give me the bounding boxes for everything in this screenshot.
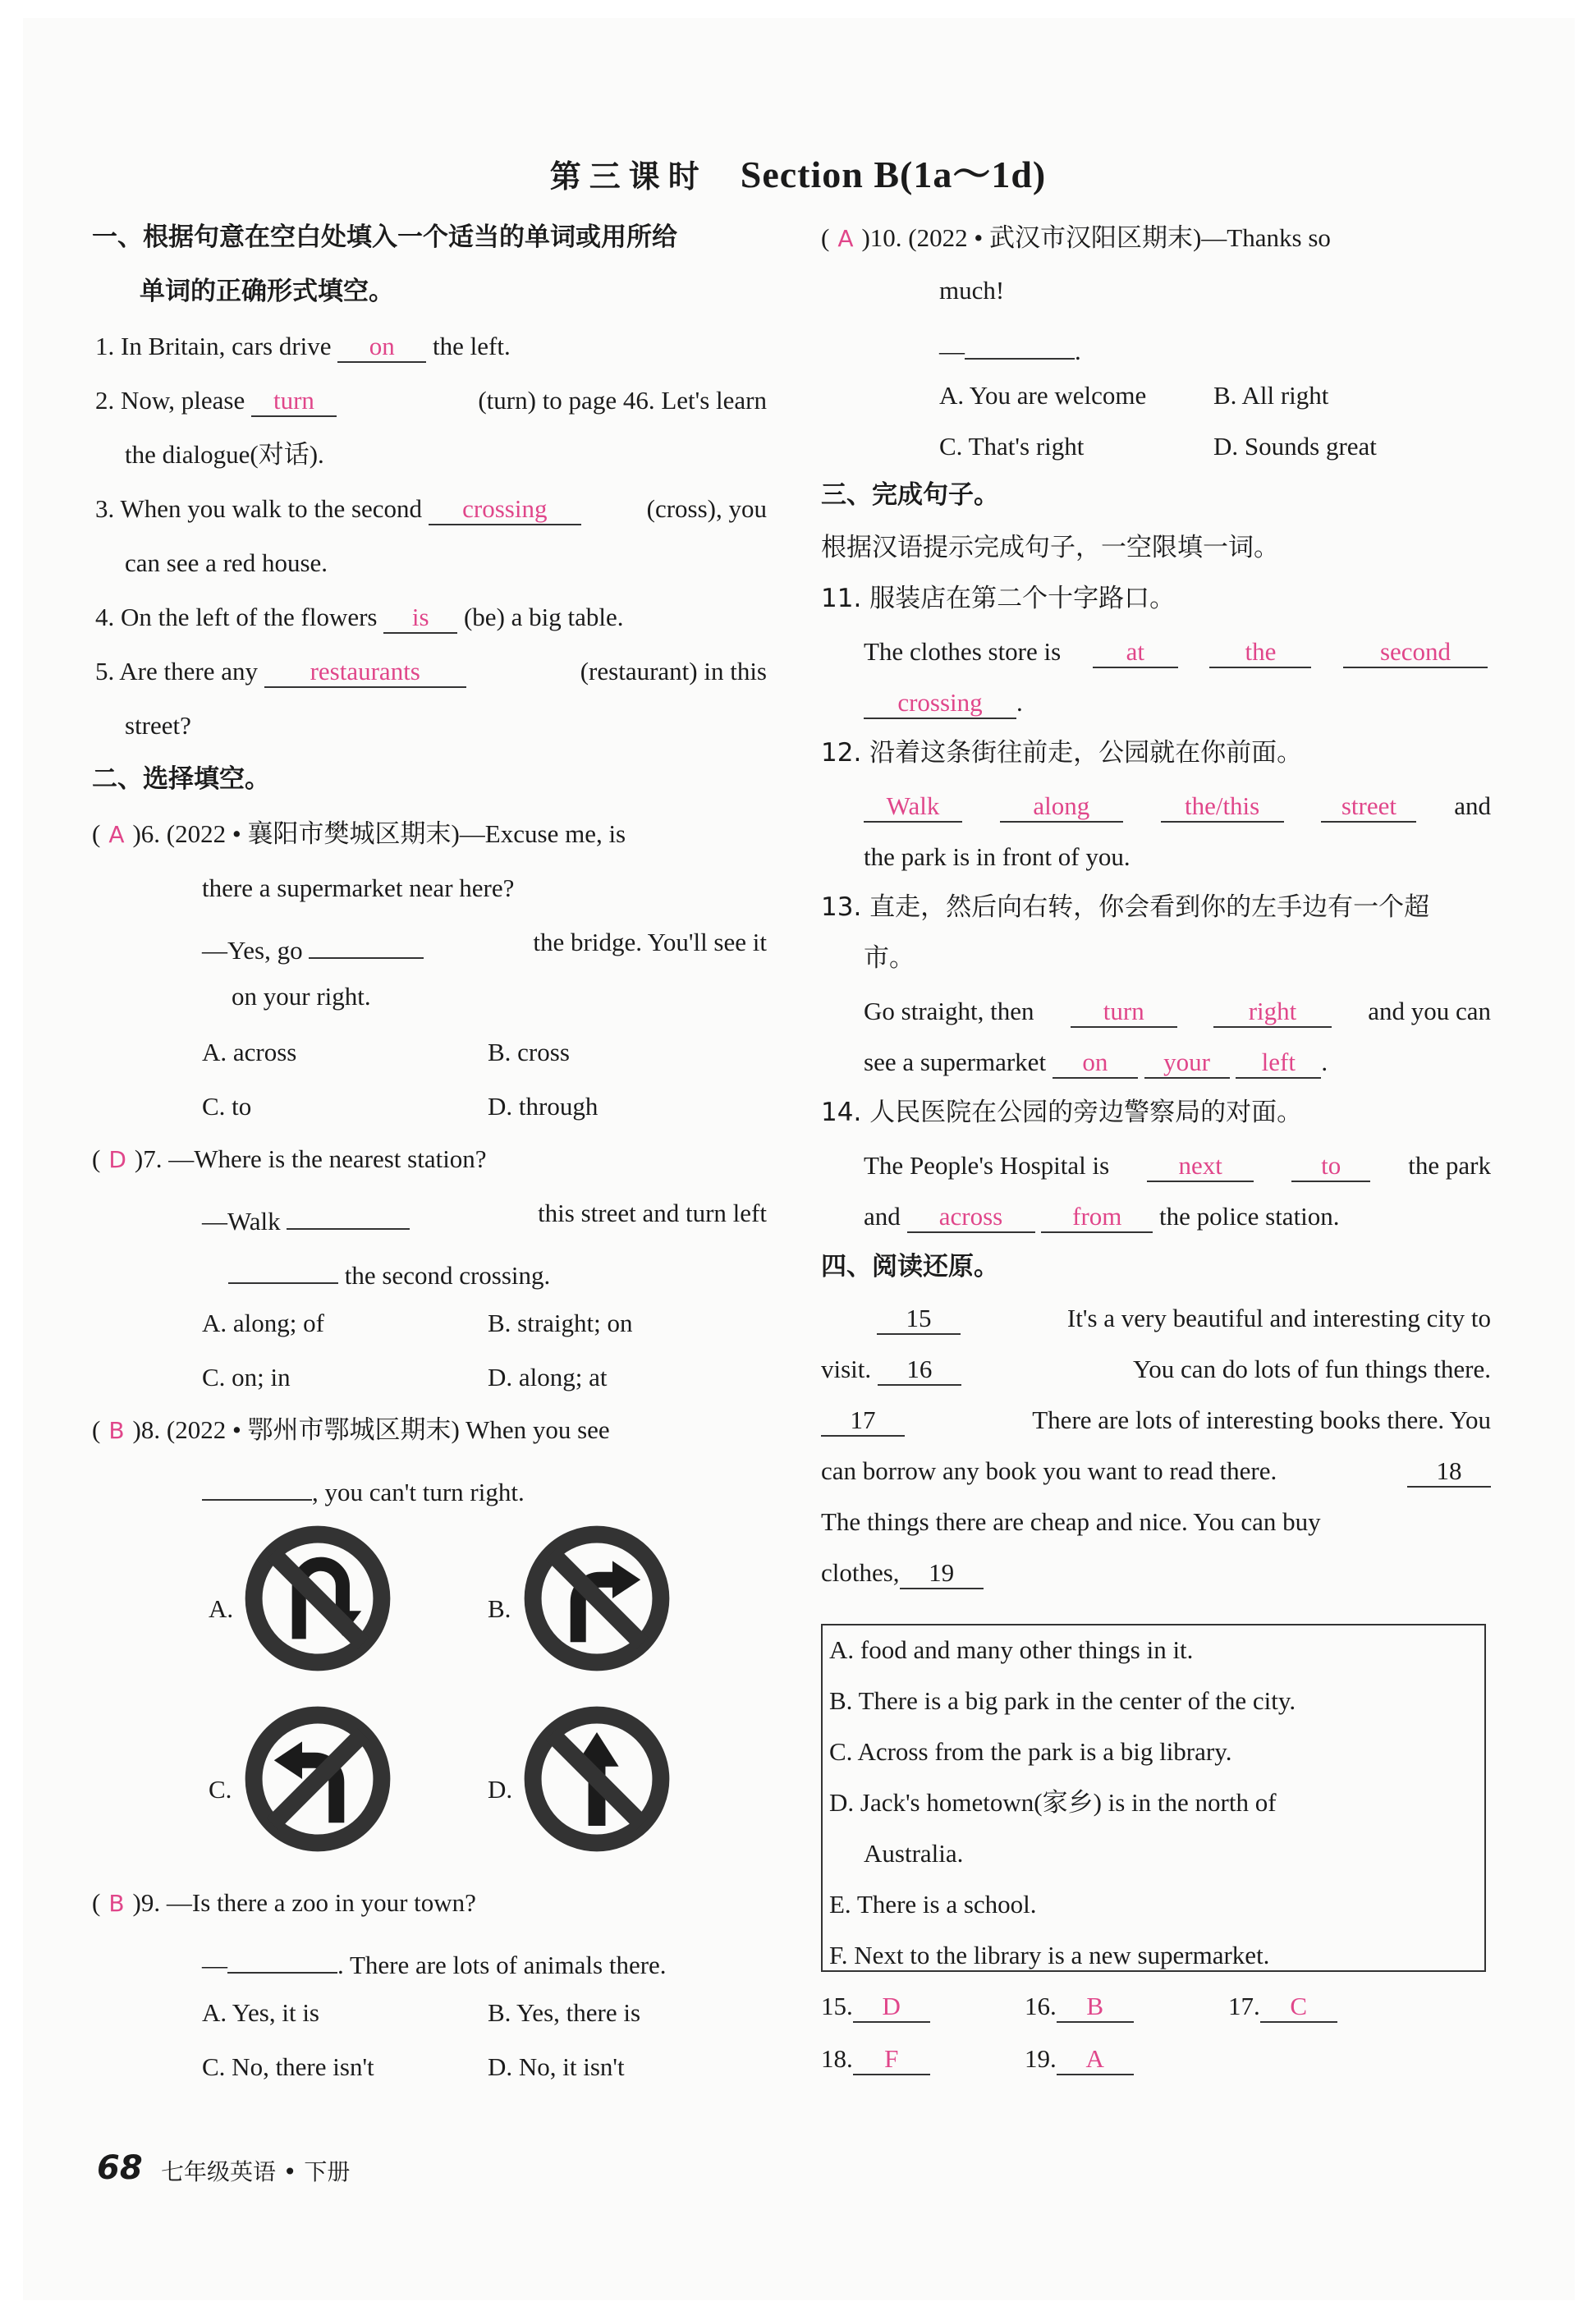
part4-heading: 四、阅读还原。 bbox=[821, 1252, 999, 1282]
option-d: D. Jack's hometown(家乡) is in the north of bbox=[829, 1788, 1277, 1817]
q13-cn: 13. 直走，然后向右转，你会看到你的左手边有一个超 bbox=[821, 892, 1430, 922]
q6-option-a: A. across bbox=[202, 1038, 297, 1066]
q12-cn: 12. 沿着这条街往前走，公园就在你前面。 bbox=[821, 738, 1303, 768]
answer-17: 17. C bbox=[1228, 1993, 1337, 2023]
q14-cn: 14. 人民医院在公园的旁边警察局的对面。 bbox=[821, 1098, 1303, 1127]
q10-line2: much! bbox=[939, 276, 1005, 305]
q11-blank-2: the bbox=[1209, 639, 1311, 668]
q6-option-c: C. to bbox=[202, 1092, 252, 1121]
q13-en: Go straight, then turn right and you can bbox=[864, 998, 1491, 1028]
q11-blank-1: at bbox=[1093, 639, 1178, 668]
passage-line-1: 15 It's a very beautiful and interesting city to bbox=[877, 1305, 1491, 1335]
q3: 3. When you walk to the second crossing (cross), you bbox=[95, 496, 767, 525]
q11-en-cont: crossing . bbox=[864, 690, 1023, 719]
q13-blank-5: left bbox=[1236, 1049, 1321, 1079]
no-u-turn-icon bbox=[240, 1520, 396, 1676]
q5: 5. Are there any restaurants (restaurant) in this bbox=[95, 658, 767, 688]
no-right-turn-icon bbox=[519, 1520, 675, 1676]
q7-option-b: B. straight; on bbox=[488, 1309, 633, 1337]
q2-cont: the dialogue(对话). bbox=[125, 440, 324, 469]
q10: ( A )10. (2022 • 武汉市汉阳区期末)—Thanks so bbox=[821, 223, 1331, 252]
passage-line-2: visit. 16 You can do lots of fun things there. bbox=[821, 1356, 1491, 1386]
q13-en-cont: see a supermarket on your left . bbox=[864, 1049, 1328, 1079]
answer-18: 18. F bbox=[821, 2046, 930, 2075]
no-left-turn-icon bbox=[240, 1701, 396, 1857]
q10-option-b: B. All right bbox=[1213, 381, 1329, 410]
q6-line3: —Yes, go the bridge. You'll see it bbox=[202, 928, 767, 965]
q6-option-b: B. cross bbox=[488, 1038, 570, 1066]
q7-option-d: D. along; at bbox=[488, 1363, 608, 1392]
page-number: 68 bbox=[97, 2149, 143, 2187]
q14-blank-2: to bbox=[1291, 1153, 1370, 1182]
q8-answer: B bbox=[108, 1417, 125, 1444]
answer-19: 19. A bbox=[1025, 2046, 1134, 2075]
q6-answer: A bbox=[108, 821, 125, 848]
q3-answer: crossing bbox=[429, 496, 581, 525]
q6-line4: on your right. bbox=[232, 982, 371, 1011]
q2-answer: turn bbox=[251, 387, 337, 417]
section-label: Section B(1a～1d) bbox=[740, 154, 1047, 195]
q10-answer: A bbox=[837, 225, 854, 252]
option-e: E. There is a school. bbox=[829, 1890, 1037, 1919]
q11-en: The clothes store is at the second bbox=[864, 639, 1488, 668]
q8-line2: , you can't turn right. bbox=[202, 1471, 525, 1505]
q7-line3: the second crossing. bbox=[228, 1254, 550, 1288]
part3-instruction: 根据汉语提示完成句子，一空限填一词。 bbox=[821, 533, 1279, 562]
q12-blank-1: Walk bbox=[864, 793, 962, 823]
q11-blank-3: second bbox=[1343, 639, 1488, 668]
lesson-label: 第三课时 bbox=[549, 158, 708, 195]
q13-cn-cont: 市。 bbox=[864, 943, 915, 973]
q11-blank-4: crossing bbox=[864, 690, 1016, 719]
q9-option-d: D. No, it isn't bbox=[488, 2052, 625, 2081]
q12-blank-3: the/this bbox=[1161, 793, 1284, 823]
q1-answer: on bbox=[337, 333, 426, 363]
q1: 1. In Britain, cars drive on the left. bbox=[95, 333, 511, 363]
q2: 2. Now, please turn (turn) to page 46. Let's learn bbox=[95, 387, 767, 417]
q12-en-cont: the park is in front of you. bbox=[864, 842, 1130, 871]
part2-heading: 二、选择填空。 bbox=[92, 764, 270, 794]
passage-line-4: can borrow any book you want to read there. 18 bbox=[821, 1458, 1491, 1488]
q6: ( A )6. (2022 • 襄阳市樊城区期末)—Excuse me, is bbox=[92, 819, 626, 848]
part1-heading-cont: 单词的正确形式填空。 bbox=[140, 277, 394, 306]
option-a: A. food and many other things in it. bbox=[829, 1635, 1194, 1664]
q6-line2: there a supermarket near here? bbox=[202, 873, 515, 902]
q14-blank-3: across bbox=[907, 1204, 1035, 1233]
q4-answer: is bbox=[383, 604, 457, 634]
q12-blank-2: along bbox=[1000, 793, 1123, 823]
q7: ( D )7. —Where is the nearest station? bbox=[92, 1144, 487, 1173]
q14-en-cont: and across from the police station. bbox=[864, 1204, 1340, 1233]
book-title: 七年级英语 • 下册 bbox=[161, 2158, 351, 2185]
sign-a-label: A. bbox=[209, 1594, 234, 1623]
q7-answer: D bbox=[108, 1146, 126, 1173]
q14-blank-4: from bbox=[1041, 1204, 1153, 1233]
q12-blank-4: street bbox=[1321, 793, 1416, 823]
part3-heading: 三、完成句子。 bbox=[821, 480, 999, 510]
q7-option-c: C. on; in bbox=[202, 1363, 291, 1392]
options-box bbox=[821, 1624, 1486, 1972]
sign-c-label: C. bbox=[209, 1775, 232, 1804]
q13-blank-3: on bbox=[1053, 1049, 1138, 1079]
q14-blank-1: next bbox=[1147, 1153, 1254, 1182]
answer-15: 15. D bbox=[821, 1993, 930, 2023]
q12-en: Walk along the/this street and bbox=[864, 793, 1491, 823]
option-d-cont: Australia. bbox=[864, 1839, 964, 1868]
q6-option-d: D. through bbox=[488, 1092, 598, 1121]
q13-blank-2: right bbox=[1213, 998, 1332, 1028]
q10-option-a: A. You are welcome bbox=[939, 381, 1147, 410]
q13-blank-1: turn bbox=[1071, 998, 1177, 1028]
q13-blank-4: your bbox=[1144, 1049, 1230, 1079]
answer-16: 16. B bbox=[1025, 1993, 1134, 2023]
option-f: F. Next to the library is a new supermarket. bbox=[829, 1941, 1270, 1969]
passage-line-6: clothes, 19 bbox=[821, 1560, 984, 1589]
q10-line3: — . bbox=[939, 330, 1081, 364]
passage-line-3: 17 There are lots of interesting books there. You bbox=[821, 1407, 1491, 1437]
q5-answer: restaurants bbox=[264, 658, 466, 688]
q8: ( B )8. (2022 • 鄂州市鄂城区期末) When you see bbox=[92, 1415, 610, 1444]
sign-d-label: D. bbox=[488, 1775, 513, 1804]
passage-line-5: The things there are cheap and nice. You can buy bbox=[821, 1507, 1321, 1536]
q11-cn: 11. 服装店在第二个十字路口。 bbox=[821, 584, 1176, 613]
page-title bbox=[0, 144, 1596, 199]
part1-heading: 一、根据句意在空白处填入一个适当的单词或用所给 bbox=[92, 222, 677, 252]
q7-option-a: A. along; of bbox=[202, 1309, 324, 1337]
no-straight-icon bbox=[519, 1701, 675, 1857]
q9-answer: B bbox=[108, 1890, 125, 1917]
q7-line2: —Walk this street and turn left bbox=[202, 1199, 767, 1236]
q9-line2: — . There are lots of animals there. bbox=[202, 1944, 667, 1978]
q3-cont: can see a red house. bbox=[125, 548, 328, 577]
q9-option-c: C. No, there isn't bbox=[202, 2052, 374, 2081]
option-c: C. Across from the park is a big library. bbox=[829, 1737, 1232, 1766]
q9-option-a: A. Yes, it is bbox=[202, 1998, 319, 2027]
q4: 4. On the left of the flowers is (be) a big table. bbox=[95, 604, 624, 634]
q10-option-c: C. That's right bbox=[939, 432, 1085, 461]
q10-option-d: D. Sounds great bbox=[1213, 432, 1377, 461]
q14-en: The People's Hospital is next to the park bbox=[864, 1153, 1491, 1182]
sign-b-label: B. bbox=[488, 1594, 511, 1623]
q9-option-b: B. Yes, there is bbox=[488, 1998, 641, 2027]
q9: ( B )9. —Is there a zoo in your town? bbox=[92, 1888, 476, 1917]
q5-cont: street? bbox=[125, 711, 191, 740]
option-b: B. There is a big park in the center of the city. bbox=[829, 1686, 1296, 1715]
